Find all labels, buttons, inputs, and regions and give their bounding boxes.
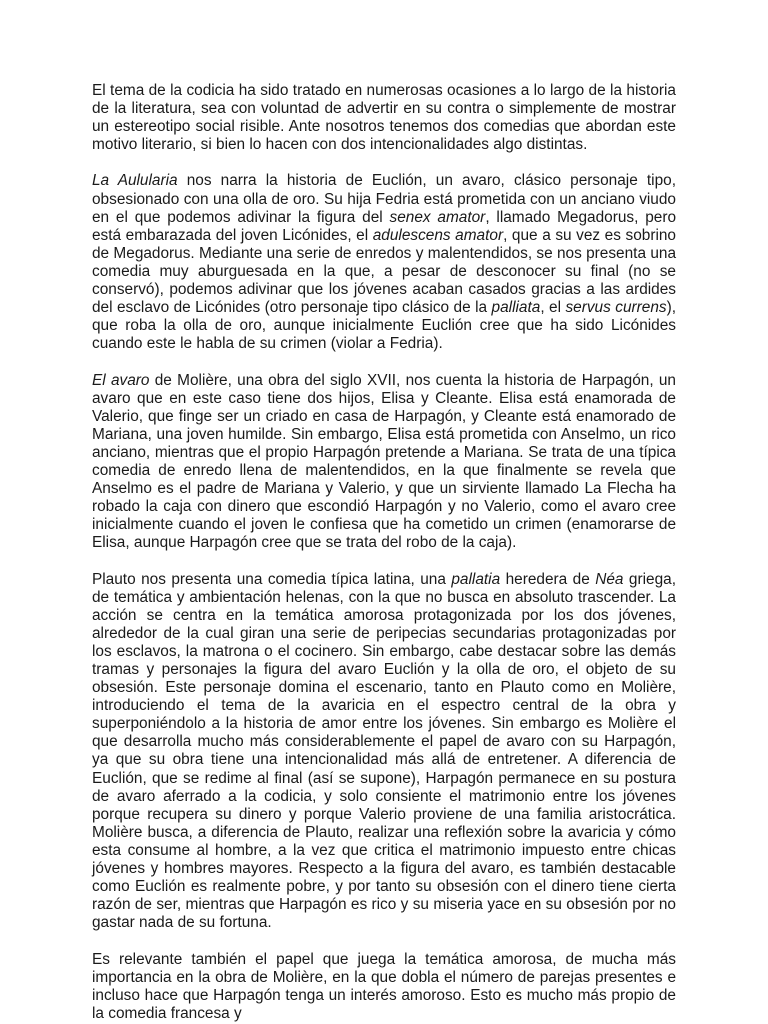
text-run-italic: senex amator <box>389 208 486 226</box>
text-run-italic: La Aulularia <box>92 172 178 190</box>
paragraph-el-avaro <box>92 372 676 553</box>
paragraph-tematica-amorosa <box>92 951 676 1023</box>
text-run: Plauto nos presenta una comedia típica latina, una <box>92 570 452 588</box>
text-run: , el <box>540 299 566 317</box>
document-page <box>92 82 676 1023</box>
text-run-italic: adulescens amator <box>372 226 504 244</box>
text-run-italic: pallatia <box>451 570 501 588</box>
text-run-italic: servus currens <box>565 299 667 317</box>
text-run: de Molière, una obra del siglo XVII, nos cuenta la historia de Harpagón, un avaro que en este caso tiene dos hijos, Elisa y Cleante. Elisa está enamorada de Valerio, que finge ser un criado en casa de Harpagón, y Cleante está enamorado de Mariana, una joven humilde. Sin embargo, Elisa está prometida con Anselmo, un rico anciano, mientras que el propio Harpagón pretende a Mariana. Se trata de una típica comedia de enredo llena de malentendidos, en la que finalmente se revela que Anselmo es el padre de Mariana y Valerio, y que un sirviente llamado La Flecha ha robado la caja con dinero que escondió Harpagón y no Valerio, como el avaro cree inicialmente cuando el joven le confiesa que ha cometido un crimen (enamorarse de Elisa, aunque Harpagón cree que se trata del robo de la caja). <box>92 371 676 552</box>
text-run: heredera de <box>500 570 596 588</box>
text-run: griega, de temática y ambientación helenas, con la que no busca en absoluto trascender. La acción se centra en la temática amorosa protagonizada por los dos jóvenes, alrededor de la cual giran una serie de peripecias secundarias protagonizadas por los esclavos, la matrona o el cocinero. Sin embargo, cabe destacar sobre las demás tramas y personajes la figura del avaro Euclión y la olla de oro, el objeto de su obsesión. Este personaje domina el escenario, tanto en Plauto como en Molière, introduciendo el tema de la avaricia en el espectro central de la obra y superponiéndolo a la historia de amor entre los jóvenes. Sin embargo es Molière el que desarrolla mucho más considerablemente el papel de avaro con su Harpagón, ya que su obra tiene una intencionalidad más allá de entretener. A diferencia de Euclión, que se redime al final (así se supone), Harpagón permanece en su postura de avaro aferrado a la codicia, y solo consiente el matrimonio entre los jóvenes porque recupera su dinero y porque Valerio proviene de una familia aristocrática. Molière busca, a diferencia de Plauto, realizar una reflexión sobre la avaricia y cómo esta consume al hombre, a la vez que critica el matrimonio impuesto entre chicas jóvenes y hombres mayores. Respecto a la figura del avaro, es también destacable como Euclión es realmente pobre, y por tanto su obsesión con el dinero tiene cierta razón de ser, mientras que Harpagón es rico y su miseria yace en su obsesión por no gastar nada de su fortuna. <box>92 570 676 932</box>
paragraph-plauto <box>92 571 676 933</box>
text-run-italic: El avaro <box>92 371 150 389</box>
text-run: nos narra la historia de Euclión, un avaro, clásico personaje tipo, obsesionado con una olla de oro. Su hija Fedria está prometida con un anciano viudo en el que podemos adivinar la figura del <box>92 172 676 226</box>
text-run-italic: palliata <box>491 299 541 317</box>
text-run: , llamado Megadorus, pero está embarazada del joven Licónides, el <box>92 208 677 244</box>
text-run: El tema de la codicia ha sido tratado en numerosas ocasiones a lo largo de la historia de la literatura, sea con voluntad de advertir en su contra o simplemente de mostrar un estereotipo social risible. Ante nosotros tenemos dos comedias que abordan este motivo literario, si bien lo hacen con dos intencionalidades algo distintas. <box>92 82 676 154</box>
text-run: , que a su vez es sobrino de Megadorus. Mediante una serie de enredos y malentendidos, se nos presenta una comedia muy aburguesada en la que, a pesar de desconocer su final (no se conservó), podemos adivinar que los jóvenes acaban casados gracias a las ardides del esclavo de Licónides (otro personaje tipo clásico de la <box>92 226 676 317</box>
paragraph-intro <box>92 82 676 154</box>
paragraph-aulularia <box>92 172 676 353</box>
text-run: Es relevante también el papel que juega la temática amorosa, de mucha más importancia en la obra de Molière, en la que dobla el número de parejas presentes e incluso hace que Harpagón tenga un interés amoroso. Esto es mucho más propio de la comedia francesa y <box>92 950 676 1022</box>
text-run: ), que roba la olla de oro, aunque inicialmente Euclión cree que ha sido Licónides cuando este le habla de su crimen (violar a Fedria). <box>92 299 676 353</box>
text-run-italic: Néa <box>595 570 624 588</box>
